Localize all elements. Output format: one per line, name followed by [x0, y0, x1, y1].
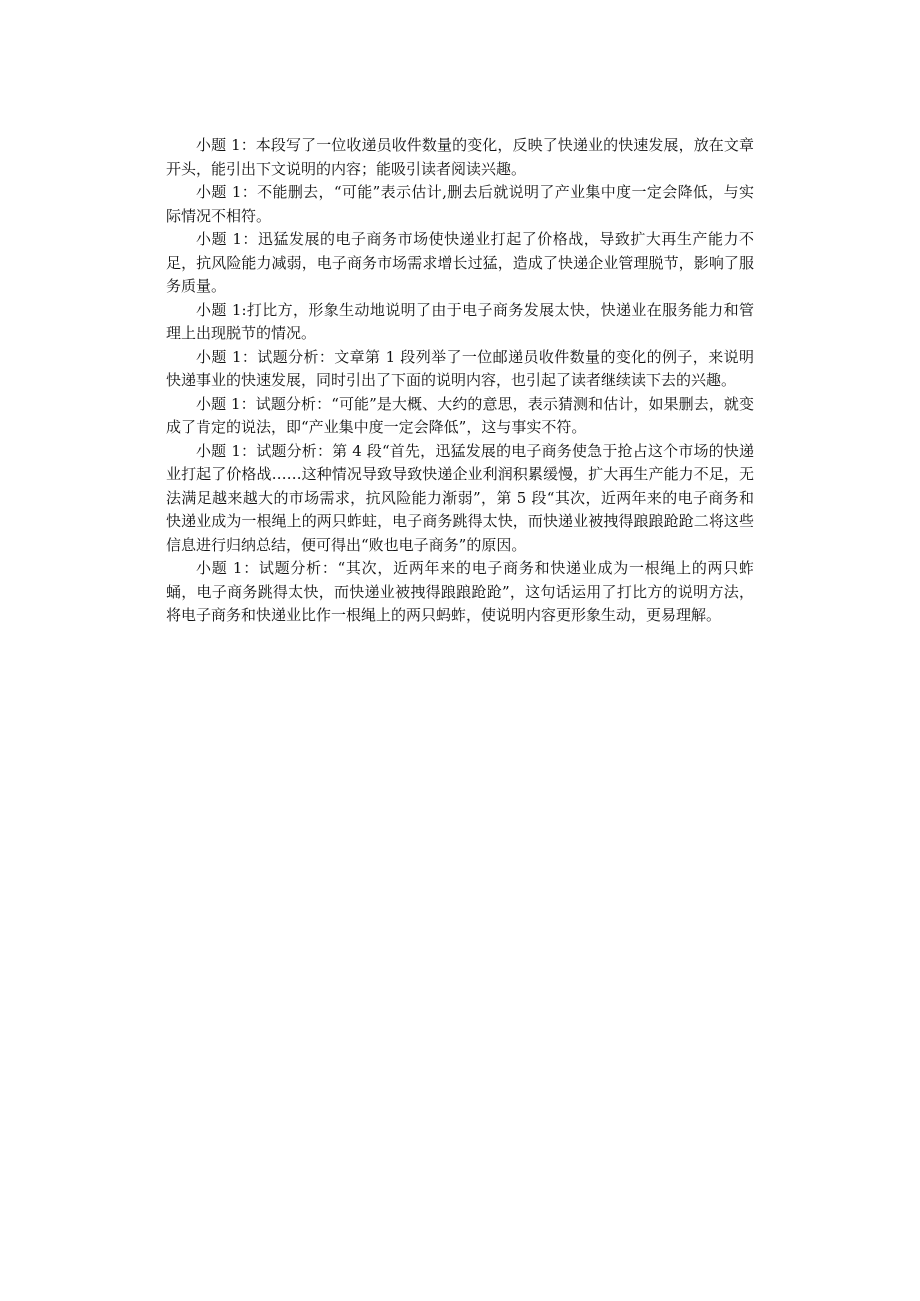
analysis-paragraph-2: 小题 1：试题分析：“可能”是大概、大约的意思，表示猜测和估计，如果删去，就变成了肯定的说法，即“产业集中度一定会降低”，这与事实不符。 [166, 394, 754, 436]
answer-paragraph-2: 小题 1：不能删去，“可能”表示估计,删去后就说明了产业集中度一定会降低，与实际情况不相符。 [166, 183, 754, 225]
answer-paragraph-4: 小题 1:打比方，形象生动地说明了由于电子商务发展太快，快递业在服务能力和管理上出现脱节的情况。 [166, 300, 754, 342]
analysis-paragraph-3: 小题 1：试题分析：第 4 段“首先，迅猛发展的电子商务使急于抢占这个市场的快递业打起了价格战……这种情况导致导致快递企业利润积累缓慢，扩大再生产能力不足，无法满足越来越大的市场需求，抗风险能力渐弱”，第 5 段“其次，近两年来的电子商务和快递业成为一根绳上的两只蚱蛀，电子商务跳得太快，而快递业被拽得踉踉跄跄二将这些信息进行归纳总结，便可得出“败也电子商务”的原因。 [166, 441, 754, 554]
analysis-paragraph-4: 小题 1：试题分析：“其次，近两年来的电子商务和快递业成为一根绳上的两只蚱蛹，电子商务跳得太快，而快递业被拽得踉踉跄跄”，这句话运用了打比方的说明方法，将电子商务和快递业比作一根绳上的两只蚂蚱，使说明内容更形象生动，更易理解。 [166, 559, 754, 624]
answer-paragraph-3: 小题 1：迅猛发展的电子商务市场使快递业打起了价格战，导致扩大再生产能力不足，抗风险能力减弱，电子商务市场需求增长过猛，造成了快递企业管理脱节，影响了服务质量。 [166, 230, 754, 295]
answer-text-block [166, 134, 754, 628]
answer-paragraph-1: 小题 1：本段写了一位收递员收件数量的变化，反映了快递业的快速发展，放在文章开头，能引出下文说明的内容；能吸引读者阅读兴趣。 [166, 136, 754, 178]
analysis-paragraph-1: 小题 1：试题分析：文章第 1 段列举了一位邮递员收件数量的变化的例子，来说明快递事业的快速发展，同时引出了下面的说明内容，也引起了读者继续读下去的兴趣。 [166, 347, 754, 389]
